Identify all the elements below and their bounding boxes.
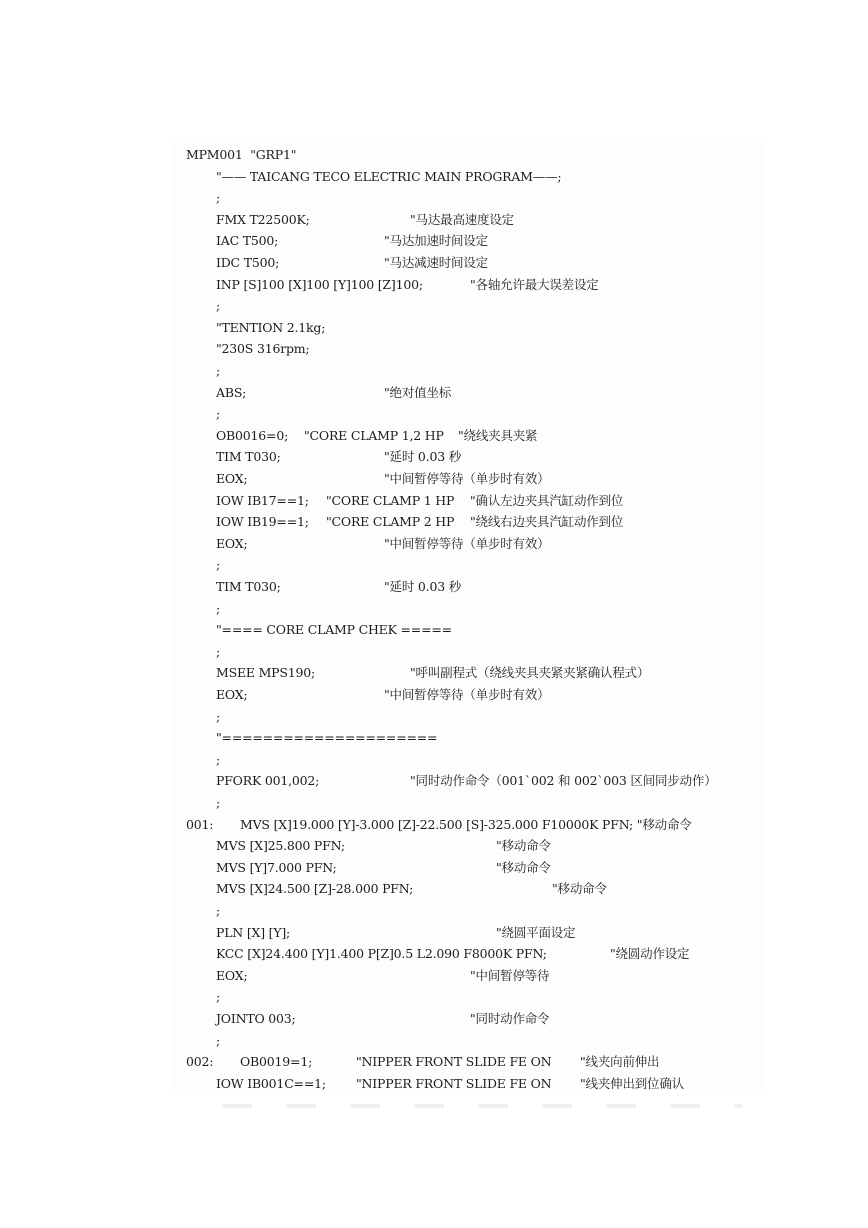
code-comment: "呼叫副程式（绕线夹具夹紧夹紧确认程式）	[410, 665, 650, 681]
code-statement: ;	[216, 989, 221, 1005]
code-comment: "绕线夹具夹紧	[458, 427, 538, 443]
code-line	[0, 468, 868, 490]
code-statement: IOW IB17==1;	[216, 492, 309, 508]
code-line	[0, 1073, 868, 1095]
code-comment: "移动命令	[496, 859, 551, 875]
code-statement: EOX;	[216, 535, 248, 551]
code-comment: "线夹向前伸出	[580, 1054, 660, 1070]
code-comment: "同时动作命令（001`002 和 002`003 区间同步动作）	[410, 773, 717, 789]
code-statement: IOW IB001C==1;	[216, 1075, 326, 1091]
code-statement: IDC T500;	[216, 255, 280, 270]
code-comment: "CORE CLAMP 1 HP	[326, 492, 455, 508]
code-statement: EOX;	[216, 967, 248, 983]
code-line	[0, 425, 868, 447]
code-statement: IOW IB19==1;	[216, 514, 309, 530]
code-comment: "CORE CLAMP 1,2 HP	[304, 427, 444, 443]
code-statement: MSEE MPS190;	[216, 665, 316, 681]
code-line	[0, 965, 868, 987]
code-line	[0, 706, 868, 728]
code-line	[0, 338, 868, 360]
code-comment: "绕线右边夹具汽缸动作到位	[470, 514, 624, 530]
code-comment: "同时动作命令	[470, 1011, 550, 1026]
code-line	[0, 360, 868, 382]
code-comment: "CORE CLAMP 2 HP	[326, 514, 455, 530]
code-statement: "==== CORE CLAMP CHEK =====	[216, 622, 452, 638]
code-statement: PLN [X] [Y];	[216, 924, 291, 940]
code-statement: ;	[216, 298, 221, 314]
code-line	[0, 490, 868, 512]
code-statement: MVS [X]25.800 PFN;	[216, 838, 345, 854]
code-line	[0, 446, 868, 468]
code-statement: 002:	[186, 1054, 214, 1070]
code-line	[0, 749, 868, 771]
code-comment: "中间暂停等待（单步时有效）	[384, 471, 550, 486]
code-line	[0, 230, 868, 252]
code-comment: "绝对值坐标	[384, 384, 452, 400]
code-statement: ;	[216, 190, 221, 206]
code-line	[0, 684, 868, 706]
code-comment: OB0019=1;	[240, 1054, 313, 1070]
code-line	[0, 1030, 868, 1052]
code-comment: "线夹伸出到位确认	[580, 1075, 684, 1091]
code-statement: INP [S]100 [X]100 [Y]100 [Z]100;	[216, 276, 423, 292]
code-statement: MPM001 "GRP1"	[186, 147, 297, 162]
code-line	[0, 598, 868, 620]
code-statement: ;	[216, 903, 221, 918]
code-line	[0, 922, 868, 944]
code-line	[0, 1008, 868, 1030]
code-comment: "中间暂停等待（单步时有效）	[384, 687, 550, 702]
code-line	[0, 619, 868, 641]
code-line	[0, 986, 868, 1008]
code-statement: "230S 316rpm;	[216, 341, 310, 357]
code-statement: OB0016=0;	[216, 427, 289, 443]
code-comment: "NIPPER FRONT SLIDE FE ON	[356, 1054, 552, 1070]
code-statement: JOINTO 003;	[216, 1011, 296, 1026]
code-line	[0, 878, 868, 900]
code-comment: "各轴允许最大误差设定	[470, 276, 599, 292]
code-comment: "NIPPER FRONT SLIDE FE ON	[356, 1075, 552, 1091]
code-statement: MVS [Y]7.000 PFN;	[216, 859, 337, 875]
code-statement: ;	[216, 557, 221, 573]
code-statement: TIM T030;	[216, 579, 281, 594]
code-comment: "绕圆平面设定	[496, 924, 576, 940]
code-comment: "移动命令	[496, 838, 551, 854]
code-statement: EOX;	[216, 687, 248, 702]
code-statement: TIM T030;	[216, 449, 281, 465]
code-line	[0, 662, 868, 684]
code-line	[0, 187, 868, 209]
code-statement: EOX;	[216, 471, 248, 486]
code-comment: "马达减速时间设定	[384, 255, 488, 270]
code-line	[0, 814, 868, 836]
code-line	[0, 317, 868, 339]
code-line	[0, 295, 868, 317]
code-statement: 001:	[186, 816, 214, 832]
code-statement: ;	[216, 751, 221, 767]
code-line	[0, 403, 868, 425]
code-line	[0, 900, 868, 922]
code-statement: ;	[216, 643, 221, 659]
code-line	[0, 252, 868, 274]
code-statement: "=====================	[216, 730, 438, 746]
code-line	[0, 511, 868, 533]
code-comment: "中间暂停等待（单步时有效）	[384, 535, 550, 551]
code-line	[0, 382, 868, 404]
code-line	[0, 166, 868, 188]
code-line	[0, 857, 868, 879]
code-statement: FMX T22500K;	[216, 211, 310, 227]
code-comment: MVS [X]19.000 [Y]-3.000 [Z]-22.500 [S]-325.000 F10000K PFN; "移动命令	[240, 816, 692, 832]
code-statement: ;	[216, 708, 221, 724]
cut-off-line-remnant	[222, 1104, 742, 1108]
code-statement: ;	[216, 600, 221, 616]
code-line	[0, 1051, 868, 1073]
code-statement: KCC [X]24.400 [Y]1.400 P[Z]0.5 L2.090 F8000K PFN;	[216, 946, 547, 962]
code-comment: "确认左边夹具汽缸动作到位	[470, 492, 624, 508]
code-line	[0, 533, 868, 555]
code-line	[0, 576, 868, 598]
code-statement: PFORK 001,002;	[216, 773, 320, 789]
code-statement: ;	[216, 1032, 221, 1048]
code-line	[0, 792, 868, 814]
code-line	[0, 835, 868, 857]
code-line	[0, 943, 868, 965]
code-line	[0, 144, 868, 166]
code-comment: "中间暂停等待	[470, 967, 550, 983]
code-statement: ;	[216, 363, 221, 378]
code-line	[0, 209, 868, 231]
code-statement: ABS;	[216, 384, 247, 400]
code-comment: "马达加速时间设定	[384, 233, 488, 249]
code-comment: "马达最高速度设定	[410, 211, 514, 227]
code-statement: ;	[216, 406, 221, 422]
code-statement: "—— TAICANG TECO ELECTRIC MAIN PROGRAM——;	[216, 168, 562, 184]
code-comment: "延时 0.03 秒	[384, 579, 462, 594]
code-line	[0, 727, 868, 749]
code-comment: "延时 0.03 秒	[384, 449, 462, 465]
code-line	[0, 770, 868, 792]
code-comment: "移动命令	[552, 881, 607, 897]
code-statement: "TENTION 2.1kg;	[216, 319, 326, 335]
code-comment: "绕圆动作设定	[610, 946, 690, 962]
code-line	[0, 554, 868, 576]
code-statement: ;	[216, 795, 221, 810]
code-line	[0, 274, 868, 296]
code-statement: MVS [X]24.500 [Z]-28.000 PFN;	[216, 881, 414, 897]
code-statement: IAC T500;	[216, 233, 279, 249]
code-line	[0, 641, 868, 663]
